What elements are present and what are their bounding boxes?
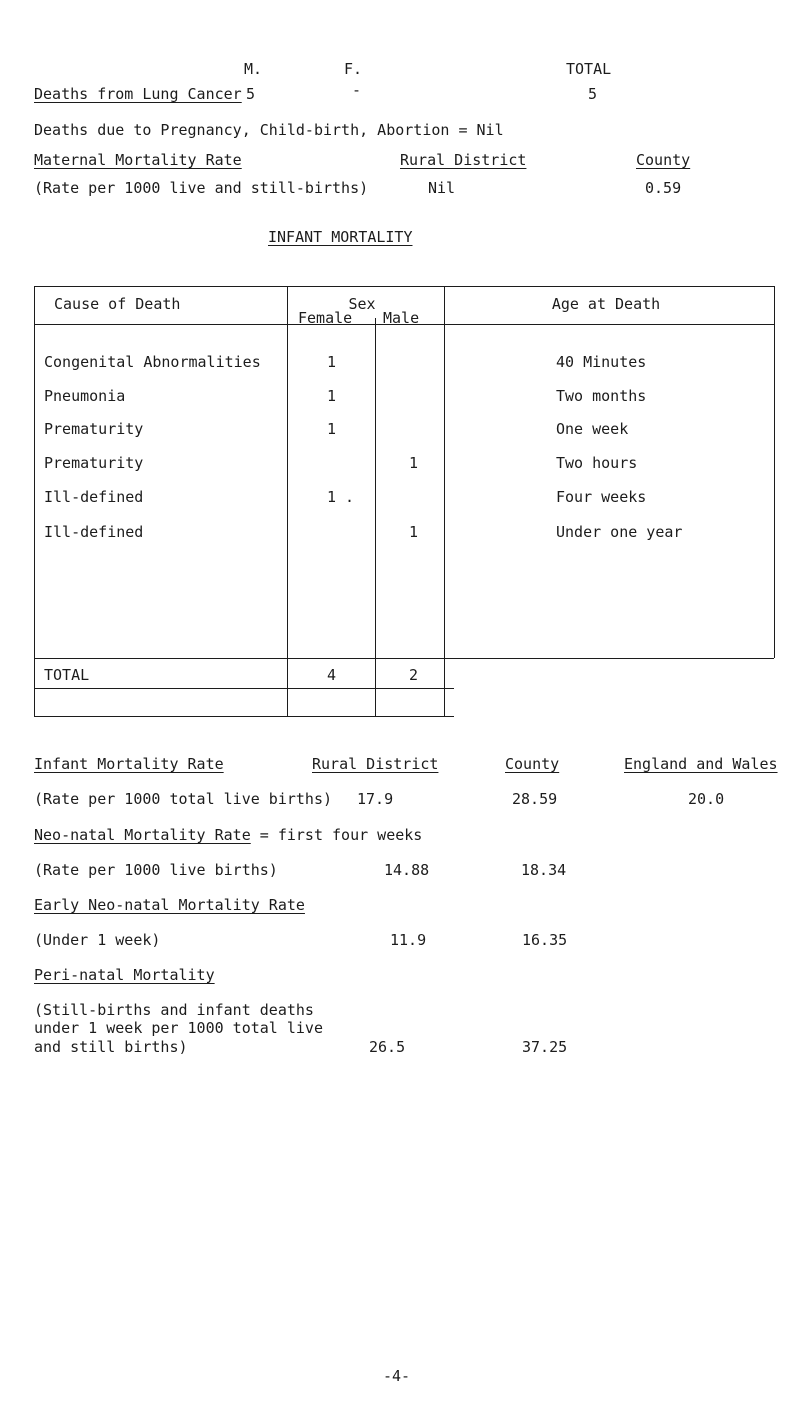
peri-natal-note-2: under 1 week per 1000 total live bbox=[34, 1019, 323, 1037]
rates-county-header: County bbox=[505, 755, 560, 773]
header-cause-of-death: Cause of Death bbox=[54, 295, 181, 313]
neo-natal-suffix: = first four weeks bbox=[259, 826, 423, 844]
row-cause: Prematurity bbox=[44, 454, 144, 472]
total-label: TOTAL bbox=[44, 666, 90, 684]
row-female: 1 bbox=[327, 353, 337, 371]
early-neo-natal-county-value: 16.35 bbox=[522, 931, 568, 949]
row-female: 1 bbox=[327, 420, 337, 438]
header-female: Female bbox=[298, 309, 353, 327]
row-age: One week bbox=[556, 420, 629, 438]
peri-natal-note-3: and still births) bbox=[34, 1038, 188, 1056]
neo-natal-label: Neo-natal Mortality Rate bbox=[34, 826, 251, 844]
total-female: 4 bbox=[327, 666, 337, 684]
imr-note: (Rate per 1000 total live births) bbox=[34, 790, 333, 808]
pregnancy-deaths-line: Deaths due to Pregnancy, Child-birth, Abortion = Nil bbox=[34, 121, 504, 139]
rates-england-header: England and Wales bbox=[624, 755, 778, 773]
row-cause: Prematurity bbox=[44, 420, 144, 438]
rates-rural-header: Rural District bbox=[312, 755, 439, 773]
maternal-county-value: 0.59 bbox=[645, 179, 682, 197]
header-sex: Sex bbox=[348, 295, 376, 313]
peri-natal-label: Peri-natal Mortality bbox=[34, 966, 215, 984]
row-male: 1 bbox=[409, 454, 419, 472]
lung-header-total: TOTAL bbox=[566, 60, 612, 78]
infant-mortality-heading: INFANT MORTALITY bbox=[268, 228, 413, 246]
maternal-rural-header: Rural District bbox=[400, 151, 527, 169]
peri-natal-rural-value: 26.5 bbox=[369, 1038, 406, 1056]
neo-natal-note: (Rate per 1000 live births) bbox=[34, 861, 278, 879]
header-male: Male bbox=[383, 309, 420, 327]
total-male: 2 bbox=[409, 666, 419, 684]
neo-natal-rural-value: 14.88 bbox=[384, 861, 430, 879]
lung-total-value: 5 bbox=[588, 85, 598, 103]
early-neo-natal-note: (Under 1 week) bbox=[34, 931, 161, 949]
early-neo-natal-label: Early Neo-natal Mortality Rate bbox=[34, 896, 305, 914]
row-age: 40 Minutes bbox=[556, 353, 647, 371]
row-cause: Ill-defined bbox=[44, 488, 144, 506]
imr-rural-value: 17.9 bbox=[357, 790, 394, 808]
infant-mortality-rate-label: Infant Mortality Rate bbox=[34, 755, 224, 773]
neo-natal-line bbox=[34, 828, 422, 843]
row-age: Two months bbox=[556, 387, 647, 405]
row-female: 1 . bbox=[327, 488, 355, 506]
row-age: Four weeks bbox=[556, 488, 647, 506]
neo-natal-county-value: 18.34 bbox=[521, 861, 567, 879]
lung-header-m: M. bbox=[244, 60, 263, 78]
imr-england-value: 20.0 bbox=[688, 790, 725, 808]
row-cause: Ill-defined bbox=[44, 523, 144, 541]
maternal-rural-value: Nil bbox=[428, 179, 456, 197]
row-age: Under one year bbox=[556, 523, 683, 541]
row-cause: Pneumonia bbox=[44, 387, 126, 405]
header-age-at-death: Age at Death bbox=[551, 295, 661, 313]
row-cause: Congenital Abnormalities bbox=[44, 353, 261, 371]
peri-natal-note-1: (Still-births and infant deaths bbox=[34, 1001, 314, 1019]
peri-natal-county-value: 37.25 bbox=[522, 1038, 568, 1056]
page-number: -4- bbox=[383, 1367, 411, 1385]
maternal-mortality-label: Maternal Mortality Rate bbox=[34, 151, 242, 169]
lung-f-value: - bbox=[352, 81, 362, 99]
row-age: Two hours bbox=[556, 454, 638, 472]
maternal-county-header: County bbox=[636, 151, 691, 169]
row-female: 1 bbox=[327, 387, 337, 405]
early-neo-natal-rural-value: 11.9 bbox=[390, 931, 427, 949]
row-male: 1 bbox=[409, 523, 419, 541]
lung-m-value: 5 bbox=[246, 85, 256, 103]
maternal-rate-note: (Rate per 1000 live and still-births) bbox=[34, 179, 369, 197]
imr-county-value: 28.59 bbox=[512, 790, 558, 808]
lung-cancer-label: Deaths from Lung Cancer bbox=[34, 85, 242, 103]
lung-header-f: F. bbox=[344, 60, 363, 78]
